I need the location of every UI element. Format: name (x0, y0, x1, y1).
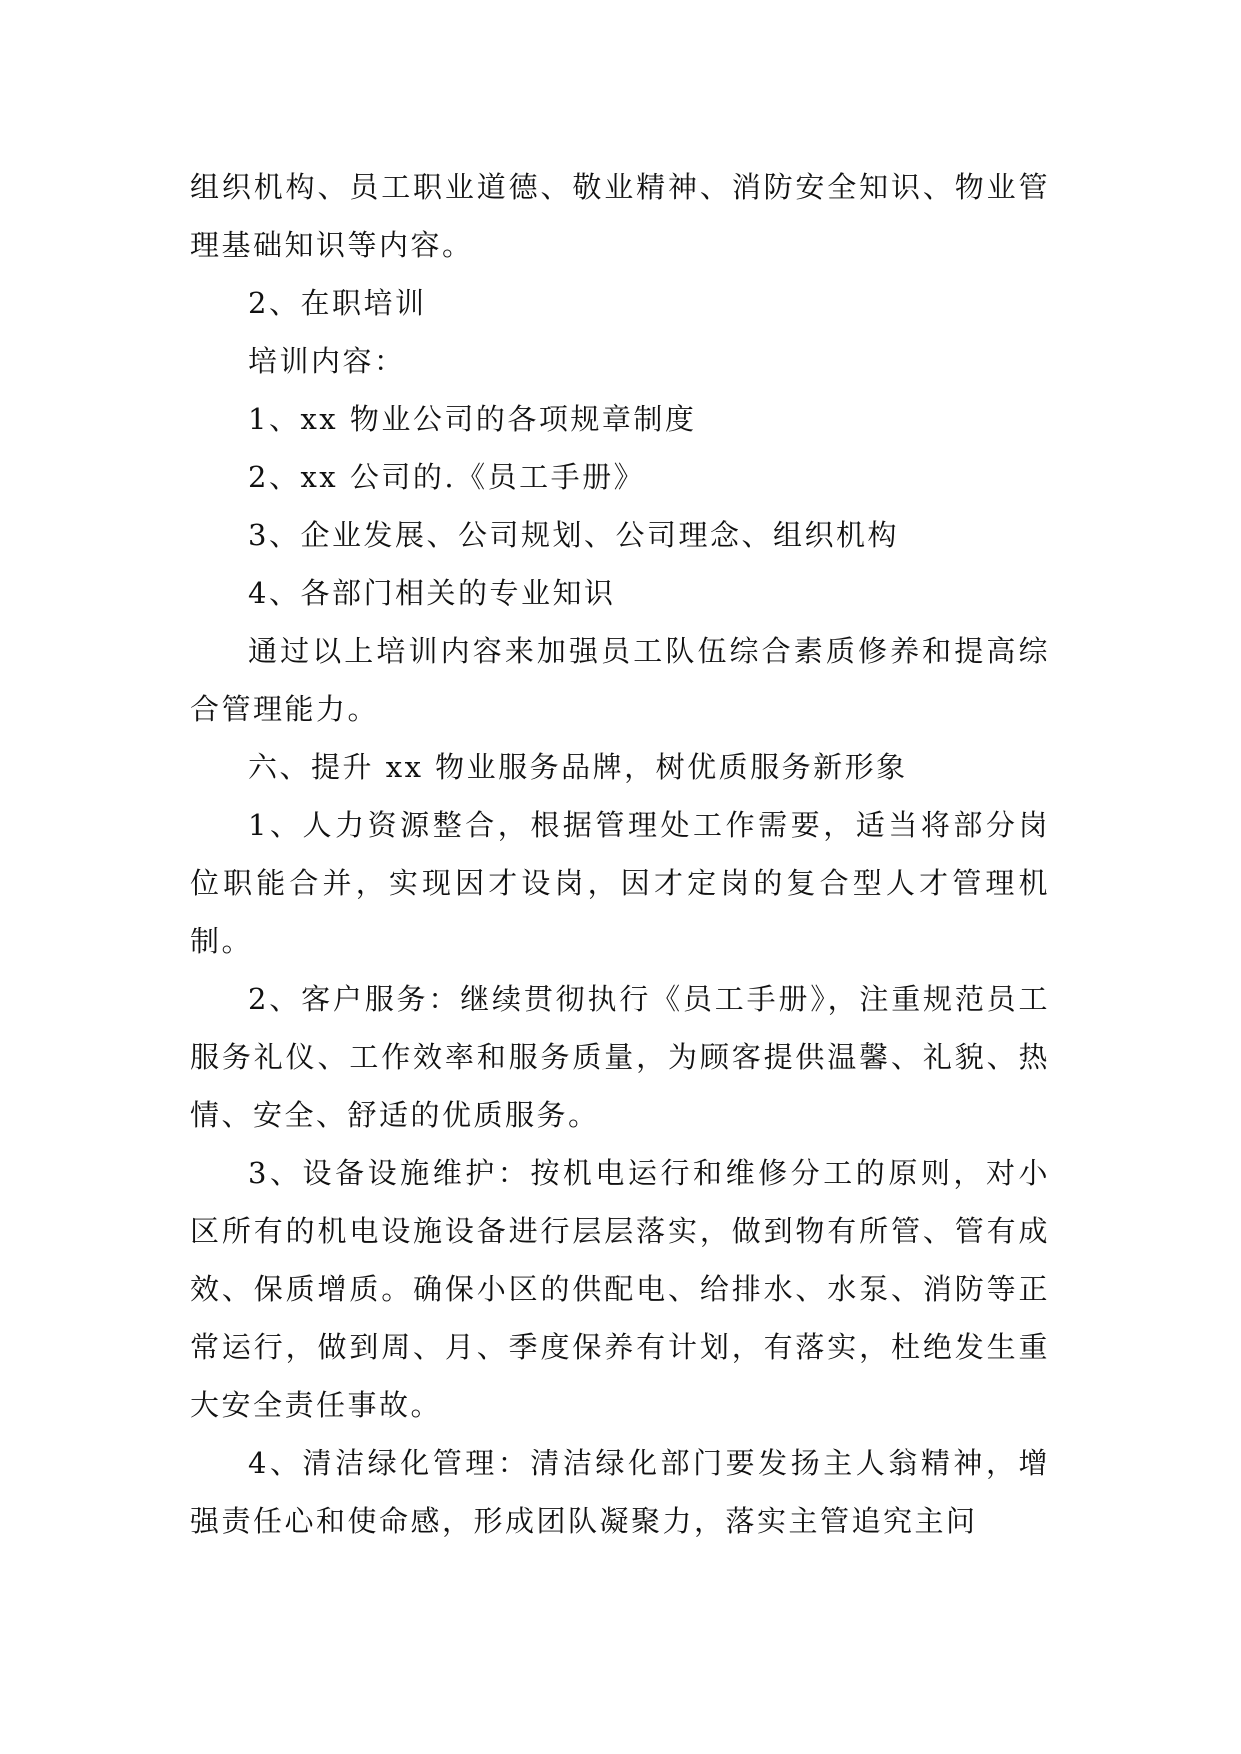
paragraph-training-item-1: 1、xx 物业公司的各项规章制度 (248, 402, 697, 436)
paragraph-intro-continued: 组织机构、员工职业道德、敬业精神、消防安全知识、物业管理基础知识等内容。 (190, 170, 1050, 262)
paragraph-training-summary: 通过以上培训内容来加强员工队伍综合素质修养和提高综合管理能力。 (190, 634, 1050, 726)
paragraph-training-content-label: 培训内容： (248, 344, 406, 378)
paragraph-cleaning-greening: 4、清洁绿化管理：清洁绿化部门要发扬主人翁精神，增强责任心和使命感，形成团队凝聚力，落实主管追究主问 (190, 1446, 1050, 1538)
document-body (190, 158, 1050, 1550)
section-heading-six: 六、提升 xx 物业服务品牌，树优质服务新形象 (248, 750, 908, 784)
paragraph-equipment-maintenance: 3、设备设施维护：按机电运行和维修分工的原则，对小区所有的机电设施设备进行层层落实，做到物有所管、管有成效、保质增质。确保小区的供配电、给排水、水泵、消防等正常运行，做到周、月、季度保养有计划，有落实，杜绝发生重大安全责任事故。 (190, 1156, 1050, 1422)
paragraph-hr-integration: 1、人力资源整合，根据管理处工作需要，适当将部分岗位职能合并，实现因才设岗，因才定岗的复合型人才管理机制。 (190, 808, 1050, 958)
paragraph-customer-service: 2、客户服务：继续贯彻执行《员工手册》，注重规范员工服务礼仪、工作效率和服务质量，为顾客提供温馨、礼貌、热情、安全、舒适的优质服务。 (190, 982, 1050, 1132)
paragraph-training-item-4: 4、各部门相关的专业知识 (248, 576, 616, 610)
paragraph-training-item-2: 2、xx 公司的.《员工手册》 (248, 460, 646, 494)
paragraph-on-job-training-heading: 2、在职培训 (248, 286, 427, 320)
paragraph-training-item-3: 3、企业发展、公司规划、公司理念、组织机构 (248, 518, 899, 552)
